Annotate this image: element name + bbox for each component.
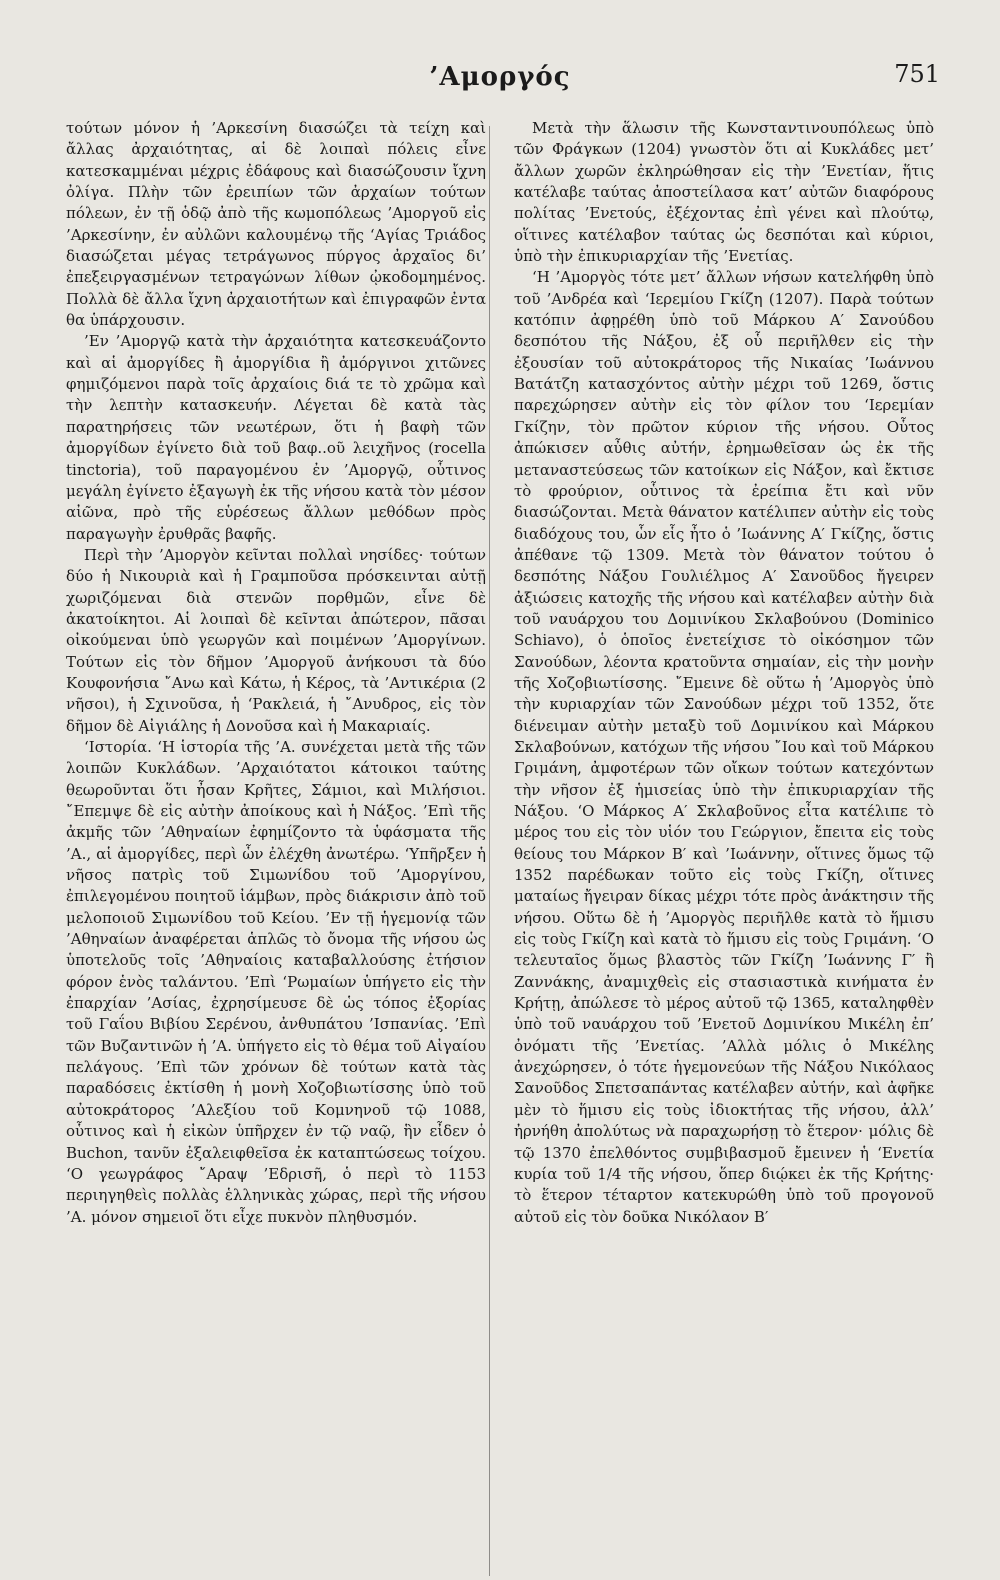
page-header xyxy=(0,58,1000,98)
paragraph: ‘Ιστορία. ‘Η ἱστορία τῆς ’Α. συνέχεται μετὰ τῆς τῶν λοιπῶν Κυκλάδων. ’Αρχαιότατοι κάτοικοι ταύτης θεωροῦνται ὅτι ἦσαν Κρῆτες, Σάμιοι, καὶ Μιλήσιοι. ῎Επεμψε δὲ εἰς αὐτὴν ἀποίκους καὶ ἡ Νάξος. ’Επὶ τῆς ἀκμῆς τῶν ’Αθηναίων ἐφημίζοντο τὰ ὑφάσματα τῆς ’Α., αἱ ἀμοργίδες, περὶ ὧν ἐλέχθη ἀνωτέρω. ‘Υπῆρξεν ἡ νῆσος πατρὶς τοῦ Σιμωνίδου τοῦ ’Αμοργίνου, ἐπιλεγομένου ποιητοῦ ἰάμβων, πρὸς διάκρισιν ἀπὸ τοῦ μελοποιοῦ Σιμωνίδου τοῦ Κείου. ’Εν τῇ ἡγεμονίᾳ τῶν ’Αθηναίων ἀναφέρεται ἁπλῶς τὸ ὄνομα τῆς νήσου ὡς ὑποτελοῦς τοῖς ’Αθηναίοις καταβαλλούσης ἐτήσιον φόρον ἑνὸς ταλάντου. ’Επὶ ‘Ρωμαίων ὑπήγετο εἰς τὴν ἐπαρχίαν ’Ασίας, ἐχρησίμευσε δὲ ὡς τόπος ἐξορίας τοῦ Γαΐου Βιβίου Σερένου, ἀνθυπάτου ’Ισπανίας. ’Επὶ τῶν Βυζαντινῶν ἡ ’Α. ὑπήγετο εἰς τὸ θέμα τοῦ Αἰγαίου πελάγους. ’Επὶ τῶν χρόνων δὲ τούτων κατὰ τὰς παραδόσεις ἐκτίσθη ἡ μονὴ Χοζοβιωτίσσης ὑπὸ τοῦ αὐτοκράτορος ’Αλεξίου τοῦ Κομνηνοῦ τῷ 1088, οὗτινος καὶ ἡ εἰκὼν ὑπῆρχεν ἐν τῷ ναῷ, ἣν εἶδεν ὁ Buchon, τανῦν ἐξαλειφθεῖσα ἐκ καταπτώσεως τοίχου. ‘Ο γεωγράφος ῎Αραψ ’Εδρισῆ, ὁ περὶ τὸ 1153 περιηγηθεὶς πολλὰς ἑλληνικὰς χώρας, περὶ τῆς νήσου ’Α. μόνον σημειοῖ ὅτι εἶχε πυκνὸν πληθυσμόν. xyxy=(66,737,486,1226)
paragraph: τούτων μόνον ἡ ’Αρκεσίνη διασώζει τὰ τείχη καὶ ἄλλας ἀρχαιότητας, αἱ δὲ λοιπαὶ πόλεις εἶνε κατεσκαμμέναι μέχρις ἐδάφους καὶ διασώζουσιν ἴχνη ὀλίγα. Πλὴν τῶν ἐρειπίων τῶν ἀρχαίων τούτων πόλεων, ἐν τῇ ὁδῷ ἀπὸ τῆς κωμοπόλεως ’Αμοργοῦ εἰς ’Αρκεσίνην, ἐν αὐλῶνι καλουμένῳ τῆς ‘Αγίας Τριάδος διασώζεται μέγας τετράγωνος πύργος ἀρχαῖος δι’ ἐπεξειργασμένων τετραγώνων λίθων ᾠκοδομημένος. Πολλὰ δὲ ἄλλα ἴχνη ἀρχαιοτήτων καὶ ἐπιγραφῶν ἐντα θα ὑπάρχουσιν. xyxy=(66,119,486,330)
left-column xyxy=(66,118,486,1228)
paragraph: Μετὰ τὴν ἅλωσιν τῆς Κωνσταντινουπόλεως ὑπὸ τῶν Φράγκων (1204) γνωστὸν ὅτι αἱ Κυκλάδες μετ’ ἄλλων χωρῶν ἐκληρώθησαν εἰς τὴν ’Ενετίαν, ἥτις κατέλαβε ταύτας ἀποστείλασα κατ’ αὐτῶν διαφόρους πολίτας ’Ενετούς, ἐξέχοντας ἐπὶ γένει καὶ πλούτῳ, οἵτινες κατέλαβον ταύτας ὡς δεσπόται καὶ κύριοι, ὑπὸ τὴν ἐπικυριαρχίαν τῆς ’Ενετίας. xyxy=(514,119,934,266)
page-number: 751 xyxy=(894,60,940,88)
paragraph: Περὶ τὴν ’Αμοργὸν κεῖνται πολλαὶ νησίδες· τούτων δύο ἡ Νικουριὰ καὶ ἡ Γραμποῦσα πρόσκεινται αὐτῇ χωριζόμεναι διὰ στενῶν πορθμῶν, εἶνε δὲ ἀκατοίκητοι. Αἱ λοιπαὶ δὲ κεῖνται ἀπώτερον, πᾶσαι οἰκούμεναι ὑπὸ γεωργῶν καὶ ποιμένων ’Αμοργίνων. Τούτων εἰς τὸν δῆμον ’Αμοργοῦ ἀνήκουσι τὰ δύο Κουφονήσια ῎Ανω καὶ Κάτω, ἡ Κέρος, τὰ ’Αντικέρια (2 νῆσοι), ἡ Σχινοῦσα, ἡ ‘Ρακλειά, ἡ ῎Ανυδρος, εἰς τὸν δῆμον δὲ Αἰγιάλης ἡ Δονοῦσα καὶ ἡ Μακαριαίς. xyxy=(66,545,486,735)
running-title: ’Αμοργός xyxy=(429,62,571,92)
paragraph: ‘Η ’Αμοργὸς τότε μετ’ ἄλλων νήσων κατελήφθη ὑπὸ τοῦ ’Ανδρέα καὶ ‘Ιερεμίου Γκίζη (1207). Παρὰ τούτων κατόπιν ἀφῃρέθη ὑπὸ τοῦ Μάρκου Α′ Σανούδου δεσπότου τῆς Νάξου, ἐξ οὗ περιῆλθεν εἰς τὴν ἐξουσίαν τοῦ αὐτοκράτορος τῆς Νικαίας ’Ιωάννου Βατάτζη κατασχόντος αὐτὴν μέχρι τοῦ 1269, ὅστις παρεχώρησεν αὐτὴν εἰς τὸν φίλον του ‘Ιερεμίαν Γκίζην, τὸν πρῶτον κύριον τῆς νήσου. Οὗτος ἀπώκισεν αὖθις αὐτήν, ἐρημωθεῖσαν ὡς ἐκ τῆς μεταναστεύσεως τῶν κατοίκων εἰς Νάξον, καὶ ἔκτισε τὸ φρούριον, οὗτινος τὰ ἐρείπια ἔτι καὶ νῦν διασώζονται. Μετὰ θάνατον κατέλιπεν αὐτὴν εἰς τοὺς διαδόχους του, ὧν εἷς ἦτο ὁ ’Ιωάννης Α′ Γκίζης, ὅστις ἀπέθανε τῷ 1309. Μετὰ τὸν θάνατον τούτου ὁ δεσπότης Νάξου Γουλιέλμος Α′ Σανοῦδος ἤγειρεν ἀξιώσεις κατοχῆς τῆς νήσου καὶ κατέλαβεν αὐτὴν διὰ τοῦ ναυάρχου του Δομινίκου Σκλαβούνου (Dominico Schiavo), ὁ ὁποῖος ἐνετείχισε τὸ οἰκόσημον τῶν Σανούδων, λέοντα κρατοῦντα σημαίαν, εἰς τὴν μονὴν τῆς Χοζοβιωτίσσης. ῎Εμεινε δὲ οὕτω ἡ ’Αμοργὸς ὑπὸ τὴν κυριαρχίαν τῶν Σανούδων μέχρι τοῦ 1352, ὅτε διένειμαν αὐτὴν μεταξὺ τοῦ Δομινίκου καὶ Μάρκου Σκλαβούνων, κατόχων τῆς νήσου ῎Ιου καὶ τοῦ Μάρκου Γριμάνη, ἀμφοτέρων τῶν οἴκων τούτων κατεχόντων τὴν νῆσον ἐξ ἡμισείας ὑπὸ τὴν ἐπικυριαρχίαν τῆς Νάξου. ‘Ο Μάρκος Α′ Σκλαβοῦνος εἶτα κατέλιπε τὸ μέρος του εἰς τὸν υἱόν του Γεώργιον, ἔπειτα εἰς τοὺς θείους του Μάρκον Β′ καὶ ’Ιωάννην, οἵτινες ὅμως τῷ 1352 παρέδωκαν τοῦτο εἰς τοὺς Γκίζη, οἵτινες ματαίως ἤγειραν δίκας μέχρι τότε πρὸς ἀνάκτησιν τῆς νήσου. Οὕτω δὲ ἡ ’Αμοργὸς περιῆλθε κατὰ τὸ ἥμισυ εἰς τοὺς Γκίζη καὶ κατὰ τὸ ἥμισυ εἰς τοὺς Γριμάνη. ‘Ο τελευταῖος ὅμως βλαστὸς τῶν Γκίζη ’Ιωάννης Γ′ ἢ Ζαννάκης, ἀναμιχθεὶς εἰς στασιαστικὰ κινήματα ἐν Κρήτῃ, ἀπώλεσε τὸ μέρος αὐτοῦ τῷ 1365, καταληφθὲν ὑπὸ τοῦ ναυάρχου τοῦ ’Ενετοῦ Δομινίκου Μικέλη ἐπ’ ὀνόματι τῆς ’Ενετίας. ’Αλλὰ μόλις ὁ Μικέλης ἀνεχώρησεν, ὁ τότε ἡγεμονεύων τῆς Νάξου Νικόλαος Σανοῦδος Σπετσαπάντας κατέλαβεν αὐτήν, καὶ ἀφῆκε μὲν τὸ ἥμισυ εἰς τοὺς ἰδιοκτήτας τῆς νήσου, ἀλλ’ ἠρνήθη ἀπολύτως νὰ παραχωρήσῃ τὸ ἕτερον· μόλις δὲ τῷ 1370 ἐπελθόντος συμβιβασμοῦ ἔμεινεν ἡ ‘Ενετία κυρία τοῦ 1/4 τῆς νήσου, ὅπερ διῴκει ἐκ τῆς Κρήτης· τὸ ἕτερον τέταρτον κατεκυρώθη ὑπὸ τοῦ προγονοῦ αὐτοῦ εἰς τὸν δοῦκα Νικόλαον Β′ xyxy=(514,268,934,1226)
right-column xyxy=(514,118,934,1228)
paragraph: ’Εν ’Αμοργῷ κατὰ τὴν ἀρχαιότητα κατεσκευάζοντο καὶ αἱ ἀμοργίδες ἢ ἀμοργίδια ἢ ἀμόργινοι χιτῶνες φημιζόμενοι παρὰ τοῖς ἀρχαίοις διά τε τὸ χρῶμα καὶ τὴν λεπτὴν κατασκευήν. Λέγεται δὲ κατὰ τὰς παρατηρήσεις τῶν νεωτέρων, ὅτι ἡ βαφὴ τῶν ἀμοργίδων ἐγίνετο διὰ τοῦ βαφ..οῦ λειχῆνος (rocella tinctoria), τοῦ παραγομένου ἐν ’Αμοργῷ, οὗτινος μεγάλη ἐγίνετο ἐξαγωγὴ ἐκ τῆς νήσου κατὰ τὸν μέσον αἰῶνα, πρὸ τῆς εὑρέσεως ἄλλων μεθόδων πρὸς παραγωγὴν ἐρυθρᾶς βαφῆς. xyxy=(66,332,486,543)
column-divider xyxy=(489,126,490,1576)
